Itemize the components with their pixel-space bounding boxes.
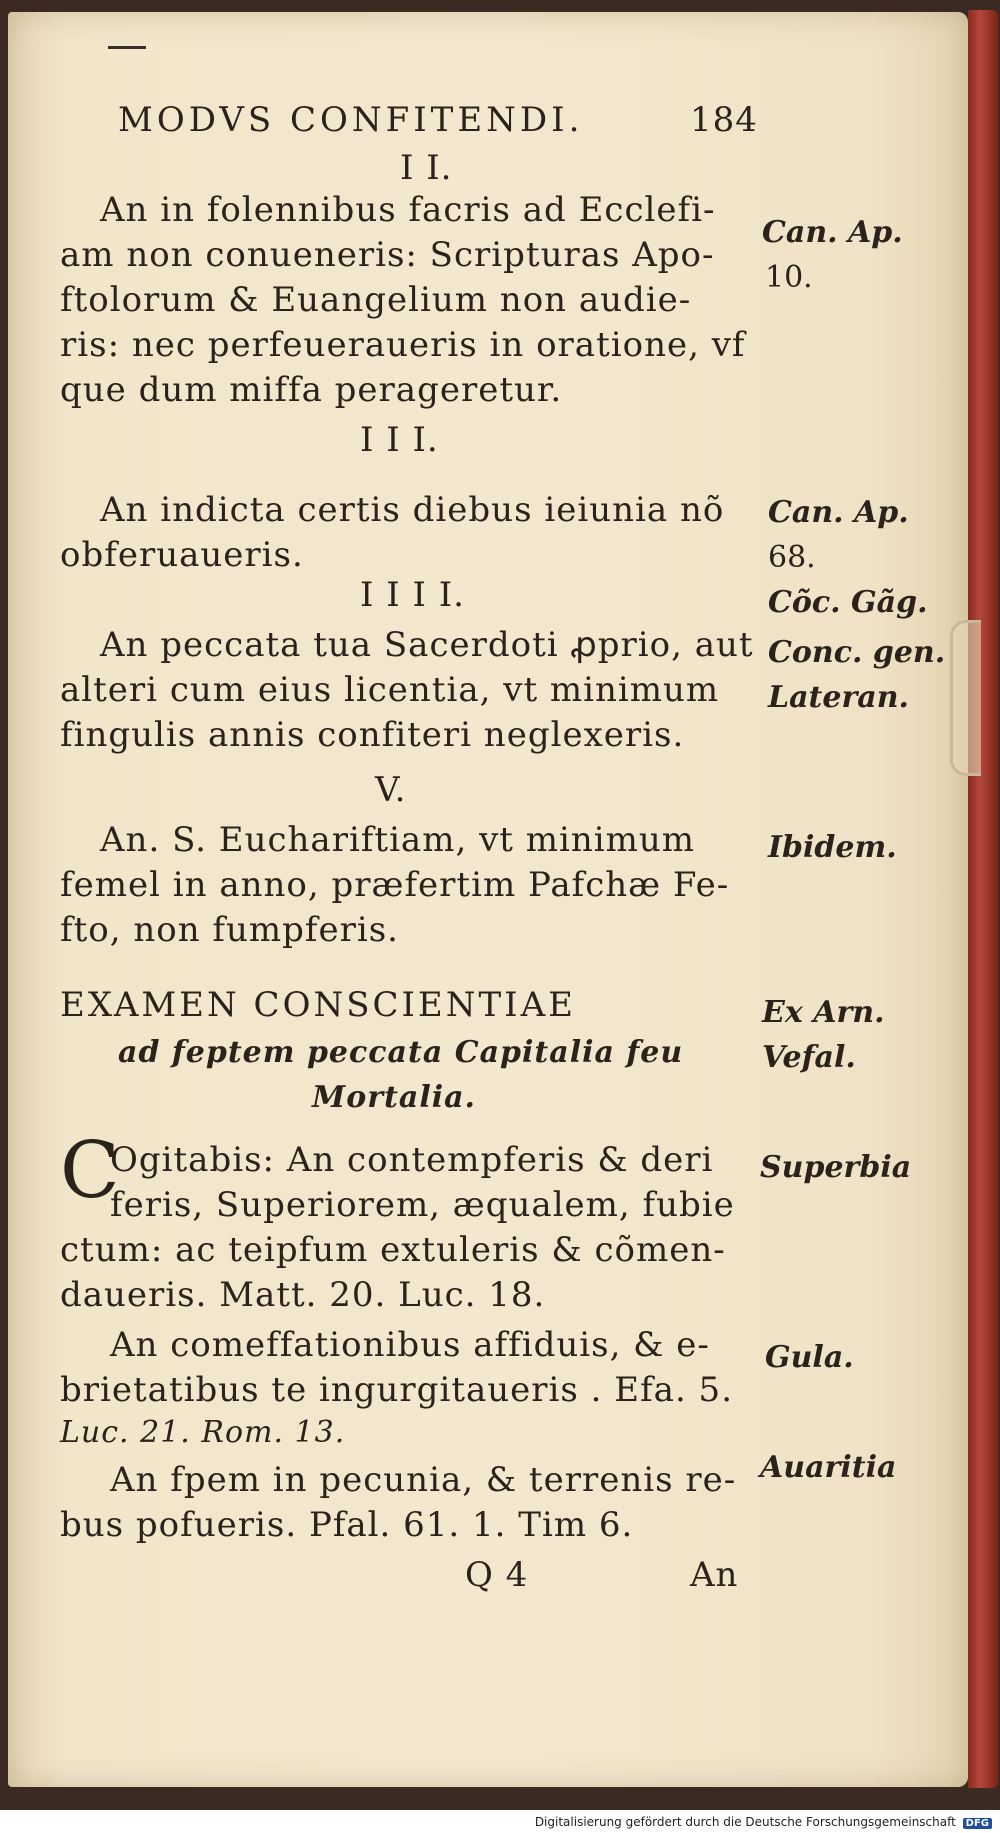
text-line: Luc. 21. Rom. 13. [60, 1415, 346, 1450]
dfg-logo: DFG [963, 1818, 992, 1829]
margin-note: Cõc. Gãg. [768, 585, 928, 620]
digitization-credit [535, 1815, 992, 1829]
text-line: An fpem in pecunia, & terrenis re- [110, 1460, 737, 1500]
drop-capital: C [60, 1126, 120, 1216]
page-number: 184 [690, 100, 758, 140]
text-line: ftolorum & Euangelium non audie- [60, 280, 692, 320]
text-line: An indicta certis diebus ieiunia nõ [100, 490, 725, 530]
text-line: An comeffationibus affiduis, & e- [110, 1325, 710, 1365]
text-line: fingulis annis confiteri neglexeris. [60, 715, 685, 755]
text-line: alteri cum eius licentia, vt minimum [60, 670, 720, 710]
text-line: An. S. Euchariftiam, vt minimum [100, 820, 696, 860]
text-line: bus pofueris. Pfal. 61. 1. Tim 6. [60, 1505, 634, 1545]
text-line: daueris. Matt. 20. Luc. 18. [60, 1275, 546, 1315]
margin-note: Ex Arn. [762, 995, 885, 1030]
section-numeral: V. [375, 770, 407, 810]
text-line: obferuaueris. [60, 535, 304, 575]
text-line: am non conueneris: Scripturas Apo- [60, 235, 715, 275]
margin-note: 10. [765, 260, 813, 295]
text-line: ris: nec perfeueraueris in oratione, vf [60, 325, 746, 365]
margin-note: Ibidem. [768, 830, 897, 865]
margin-note: Gula. [765, 1340, 854, 1375]
section-numeral: I I I I. [360, 575, 465, 615]
margin-note: Vefal. [762, 1040, 856, 1075]
examen-heading: EXAMEN CONSCIENTIAE [60, 985, 576, 1025]
text-line: brietatibus te ingurgitaueris . Efa. 5. [60, 1370, 733, 1410]
top-dash [108, 46, 146, 49]
margin-note: Can. Ap. [768, 495, 909, 530]
margin-note: Can. Ap. [762, 215, 903, 250]
text-line: ctum: ac teipfum extuleris & cõmen- [60, 1230, 726, 1270]
text-line: An peccata tua Sacerdoti ꝓprio, aut [100, 625, 754, 665]
margin-note: Superbia [760, 1150, 912, 1185]
text-line: femel in anno, præfertim Pafchæ Fe- [60, 865, 730, 905]
text-line: Ogitabis: An contempferis & deri [110, 1140, 714, 1180]
section-numeral: I I I. [360, 420, 439, 460]
examen-subheading: Mortalia. [312, 1080, 476, 1115]
examen-subheading: ad feptem peccata Capitalia feu [118, 1035, 684, 1070]
signature-mark: Q 4 [465, 1555, 529, 1595]
page-edge [968, 10, 998, 1788]
running-title: MODVS CONFITENDI. [118, 100, 584, 140]
margin-note: 68. [768, 540, 816, 575]
clasp-mark [950, 620, 981, 776]
margin-note: Conc. gen. [768, 635, 946, 670]
margin-note: Auaritia [760, 1450, 897, 1485]
text-line: fto, non fumpferis. [60, 910, 399, 950]
catchword: An [690, 1555, 739, 1595]
credit-text: Digitalisierung gefördert durch die Deutsche Forschungsgemeinschaft [534, 1815, 956, 1829]
margin-note: Lateran. [768, 680, 909, 715]
text-line: que dum miffa peragеretur. [60, 370, 563, 410]
text-line: feris, Superiorem, æqualem, fubie [110, 1185, 735, 1225]
text-line: An in folennibus facris ad Ecclefi- [100, 190, 716, 230]
section-numeral: I I. [400, 148, 453, 188]
